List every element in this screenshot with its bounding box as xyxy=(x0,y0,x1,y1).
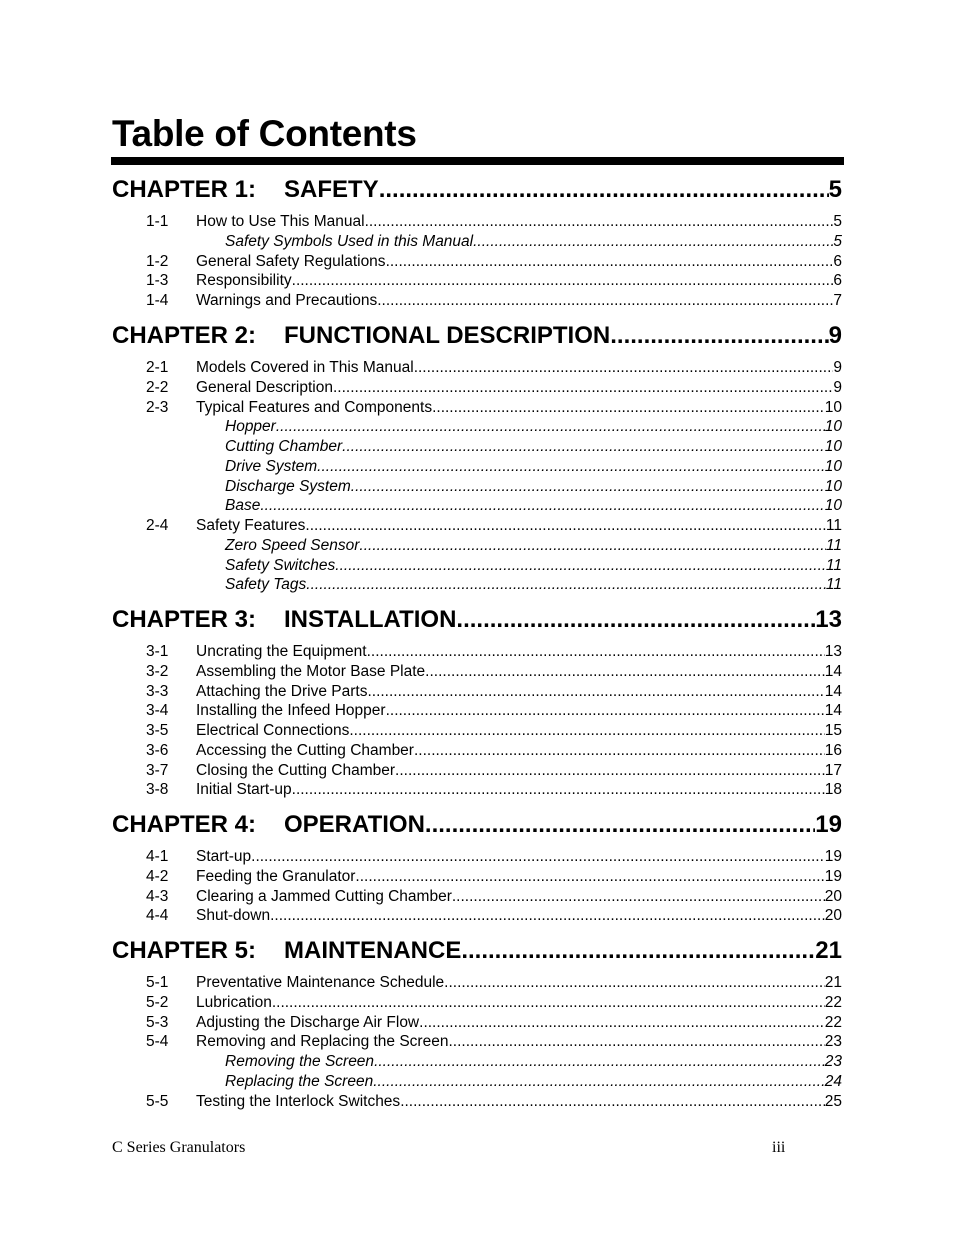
section-title: Safety Tags xyxy=(225,576,307,594)
dot-leader xyxy=(260,496,824,516)
chapter-number: CHAPTER 2: xyxy=(112,322,257,349)
footer-page-number: iii xyxy=(772,1139,786,1156)
dot-leader xyxy=(456,605,815,635)
dot-leader xyxy=(400,1092,825,1112)
section-page-number: 22 xyxy=(824,993,842,1011)
chapter-title: OPERATION xyxy=(284,811,425,838)
section-title: Shut-down xyxy=(196,907,271,925)
dot-leader xyxy=(377,291,833,311)
section-number: 4-1 xyxy=(146,848,169,865)
section-number: 2-1 xyxy=(146,359,169,376)
chapter-number: CHAPTER 1: xyxy=(112,176,257,203)
chapter-page-number: 13 xyxy=(815,606,842,633)
footer-document-title: C Series Granulators xyxy=(112,1139,246,1156)
toc-entry[interactable] xyxy=(112,662,842,682)
chapter-heading[interactable] xyxy=(112,321,842,351)
dot-leader xyxy=(292,780,825,800)
dot-leader xyxy=(444,973,825,993)
dot-leader xyxy=(386,701,825,721)
toc-entry[interactable] xyxy=(112,721,842,741)
chapter-title: FUNCTIONAL DESCRIPTION xyxy=(284,322,611,349)
section-number: 3-8 xyxy=(146,781,169,799)
dot-leader xyxy=(355,867,824,887)
section-page-number: 5 xyxy=(833,232,842,250)
section-number: 3-2 xyxy=(146,662,169,680)
dot-leader xyxy=(367,642,825,662)
dot-leader xyxy=(432,398,825,418)
section-page-number: 5 xyxy=(833,213,842,230)
section-title: Clearing a Jammed Cutting Chamber xyxy=(196,887,452,905)
dot-leader xyxy=(251,847,825,867)
toc-entry[interactable] xyxy=(112,271,842,291)
toc-entry[interactable] xyxy=(112,516,842,536)
section-page-number: 10 xyxy=(824,497,842,515)
toc-subentry[interactable] xyxy=(112,496,842,516)
section-title: Cutting Chamber xyxy=(225,438,343,455)
section-page-number: 20 xyxy=(824,887,842,905)
toc-subentry[interactable] xyxy=(112,536,842,556)
toc-entry[interactable] xyxy=(112,973,842,993)
section-number: 5-1 xyxy=(146,974,169,991)
section-title: Installing the Infeed Hopper xyxy=(196,702,386,720)
toc-entry[interactable] xyxy=(112,291,842,311)
page-title: Table of Contents xyxy=(112,113,417,154)
section-page-number: 14 xyxy=(824,702,842,720)
chapter-number: CHAPTER 5: xyxy=(112,937,257,964)
section-number: 5-5 xyxy=(146,1092,169,1110)
toc-entry[interactable] xyxy=(112,906,842,926)
section-page-number: 16 xyxy=(824,741,842,759)
section-page-number: 11 xyxy=(825,517,842,534)
dot-leader xyxy=(610,321,828,351)
title-rule xyxy=(111,157,844,165)
dot-leader xyxy=(425,662,825,682)
chapter-page-number: 21 xyxy=(815,937,842,964)
toc-entry[interactable] xyxy=(112,887,842,907)
section-page-number: 10 xyxy=(824,418,842,436)
section-page-number: 6 xyxy=(833,252,842,270)
section-page-number: 14 xyxy=(824,682,842,700)
section-number: 4-2 xyxy=(146,867,169,885)
section-page-number: 13 xyxy=(824,643,842,660)
section-title: Warnings and Precautions xyxy=(196,292,378,309)
chapter-title: INSTALLATION xyxy=(284,606,457,633)
dot-leader xyxy=(473,232,833,252)
chapter-number: CHAPTER 4: xyxy=(112,811,257,838)
toc-subentry[interactable] xyxy=(112,417,842,437)
dot-leader xyxy=(373,1072,825,1092)
section-page-number: 10 xyxy=(824,477,842,495)
dot-leader xyxy=(414,358,834,378)
toc-entry[interactable] xyxy=(112,741,842,761)
toc-entry[interactable] xyxy=(112,398,842,418)
section-title: Initial Start-up xyxy=(196,781,292,799)
chapter-page-number: 19 xyxy=(815,811,842,838)
section-title: Accessing the Cutting Chamber xyxy=(196,741,414,759)
chapter-heading[interactable] xyxy=(112,810,842,840)
toc-entry[interactable] xyxy=(112,1092,842,1112)
section-title: Discharge System xyxy=(225,477,351,495)
toc-entry[interactable] xyxy=(112,358,842,378)
section-number: 1-1 xyxy=(146,213,169,230)
section-title: Models Covered in This Manual xyxy=(196,359,414,376)
section-page-number: 6 xyxy=(833,272,842,290)
section-number: 3-1 xyxy=(146,643,169,660)
section-title: Lubrication xyxy=(196,993,272,1011)
section-title: Preventative Maintenance Schedule xyxy=(196,974,445,991)
section-title: Drive System xyxy=(225,457,318,475)
dot-leader xyxy=(448,1032,824,1052)
dot-leader xyxy=(272,993,825,1013)
dot-leader xyxy=(276,417,825,437)
section-page-number: 10 xyxy=(824,398,842,416)
dot-leader xyxy=(292,271,834,291)
chapter-heading[interactable] xyxy=(112,175,842,205)
section-title: Typical Features and Components xyxy=(196,398,433,416)
section-title: Attaching the Drive Parts xyxy=(196,682,368,700)
toc-entry[interactable] xyxy=(112,252,842,272)
toc-entry[interactable] xyxy=(112,847,842,867)
dot-leader xyxy=(461,936,815,966)
dot-leader xyxy=(425,810,815,840)
section-title: Uncrating the Equipment xyxy=(196,643,367,660)
toc-entry[interactable] xyxy=(112,212,842,232)
section-page-number: 9 xyxy=(833,359,842,376)
section-title: Base xyxy=(225,497,261,515)
section-page-number: 20 xyxy=(824,907,842,925)
dot-leader xyxy=(349,721,824,741)
dot-leader xyxy=(367,682,824,702)
section-number: 5-4 xyxy=(146,1033,169,1051)
dot-leader xyxy=(386,252,834,272)
section-page-number: 23 xyxy=(824,1053,842,1070)
section-page-number: 11 xyxy=(825,536,842,554)
section-page-number: 9 xyxy=(833,378,842,396)
section-number: 3-4 xyxy=(146,702,169,720)
section-number: 2-2 xyxy=(146,378,169,396)
section-number: 5-3 xyxy=(146,1013,169,1031)
section-page-number: 11 xyxy=(825,556,842,574)
section-title: Adjusting the Discharge Air Flow xyxy=(196,1013,420,1031)
toc-entry[interactable] xyxy=(112,378,842,398)
toc-subentry[interactable] xyxy=(112,477,842,497)
section-title: Replacing the Screen xyxy=(225,1072,374,1090)
section-number: 1-4 xyxy=(146,292,169,309)
toc-subentry[interactable] xyxy=(112,457,842,477)
toc-entry[interactable] xyxy=(112,993,842,1013)
section-number: 3-6 xyxy=(146,741,169,759)
toc-entry[interactable] xyxy=(112,761,842,781)
dot-leader xyxy=(379,175,829,205)
toc-subentry[interactable] xyxy=(112,1052,842,1072)
dot-leader xyxy=(335,556,826,576)
dot-leader xyxy=(317,457,825,477)
chapter-heading[interactable] xyxy=(112,605,842,635)
section-page-number: 14 xyxy=(824,662,842,680)
section-page-number: 19 xyxy=(824,848,842,865)
section-title: Safety Features xyxy=(196,517,306,534)
toc-entry[interactable] xyxy=(112,780,842,800)
section-title: Hopper xyxy=(225,418,276,436)
dot-leader xyxy=(395,761,825,781)
dot-leader xyxy=(342,437,825,457)
dot-leader xyxy=(359,536,825,556)
chapter-number: CHAPTER 3: xyxy=(112,606,257,633)
section-page-number: 25 xyxy=(824,1092,842,1110)
section-number: 3-7 xyxy=(146,761,169,779)
section-title: Zero Speed Sensor xyxy=(225,536,360,554)
section-title: Responsibility xyxy=(196,272,292,290)
dot-leader xyxy=(333,378,833,398)
section-title: Removing the Screen xyxy=(225,1053,375,1070)
chapter-title: SAFETY xyxy=(284,176,379,203)
dot-leader xyxy=(270,906,825,926)
toc-subentry[interactable] xyxy=(112,437,842,457)
chapter-title: MAINTENANCE xyxy=(284,937,462,964)
section-title: Feeding the Granulator xyxy=(196,867,356,885)
section-number: 2-3 xyxy=(146,398,169,416)
dot-leader xyxy=(374,1052,825,1072)
section-title: Safety Symbols Used in this Manual xyxy=(225,232,474,250)
toc-subentry[interactable] xyxy=(112,575,842,595)
toc-subentry[interactable] xyxy=(112,556,842,576)
toc-subentry[interactable] xyxy=(112,232,842,252)
section-title: Testing the Interlock Switches xyxy=(196,1092,401,1110)
section-number: 3-3 xyxy=(146,682,169,700)
dot-leader xyxy=(414,741,825,761)
section-number: 1-3 xyxy=(146,272,169,290)
section-page-number: 24 xyxy=(824,1072,842,1090)
chapter-page-number: 5 xyxy=(828,176,842,203)
toc-subentry[interactable] xyxy=(112,1072,842,1092)
section-page-number: 10 xyxy=(824,438,842,455)
section-number: 4-4 xyxy=(146,907,169,925)
dot-leader xyxy=(365,212,834,232)
section-number: 3-5 xyxy=(146,722,169,739)
section-title: General Safety Regulations xyxy=(196,252,386,270)
dot-leader xyxy=(306,575,826,595)
toc-entry[interactable] xyxy=(112,867,842,887)
section-title: How to Use This Manual xyxy=(196,213,365,230)
section-page-number: 21 xyxy=(824,974,842,991)
section-page-number: 11 xyxy=(825,576,842,594)
toc-entry[interactable] xyxy=(112,642,842,662)
section-number: 5-2 xyxy=(146,993,169,1011)
section-number: 2-4 xyxy=(146,517,169,534)
toc-entry[interactable] xyxy=(112,701,842,721)
section-number: 4-3 xyxy=(146,887,169,905)
section-title: Removing and Replacing the Screen xyxy=(196,1033,449,1051)
chapter-page-number: 9 xyxy=(828,322,842,349)
section-title: Closing the Cutting Chamber xyxy=(196,761,396,779)
toc-entry[interactable] xyxy=(112,682,842,702)
section-title: Assembling the Motor Base Plate xyxy=(196,662,426,680)
section-page-number: 19 xyxy=(824,867,842,885)
dot-leader xyxy=(419,1013,825,1033)
section-title: General Description xyxy=(196,378,333,396)
section-title: Electrical Connections xyxy=(196,722,350,739)
dot-leader xyxy=(351,477,825,497)
toc-entry[interactable] xyxy=(112,1013,842,1033)
dot-leader xyxy=(305,516,825,536)
section-page-number: 22 xyxy=(824,1013,842,1031)
section-title: Start-up xyxy=(196,848,252,865)
section-page-number: 7 xyxy=(833,292,842,309)
section-page-number: 23 xyxy=(824,1033,842,1051)
section-title: Safety Switches xyxy=(225,556,336,574)
chapter-heading[interactable] xyxy=(112,936,842,966)
section-page-number: 17 xyxy=(824,761,842,779)
section-page-number: 15 xyxy=(824,722,842,739)
section-page-number: 18 xyxy=(824,781,842,799)
section-page-number: 10 xyxy=(824,457,842,475)
dot-leader xyxy=(452,887,825,907)
toc-entry[interactable] xyxy=(112,1032,842,1052)
section-number: 1-2 xyxy=(146,252,169,270)
